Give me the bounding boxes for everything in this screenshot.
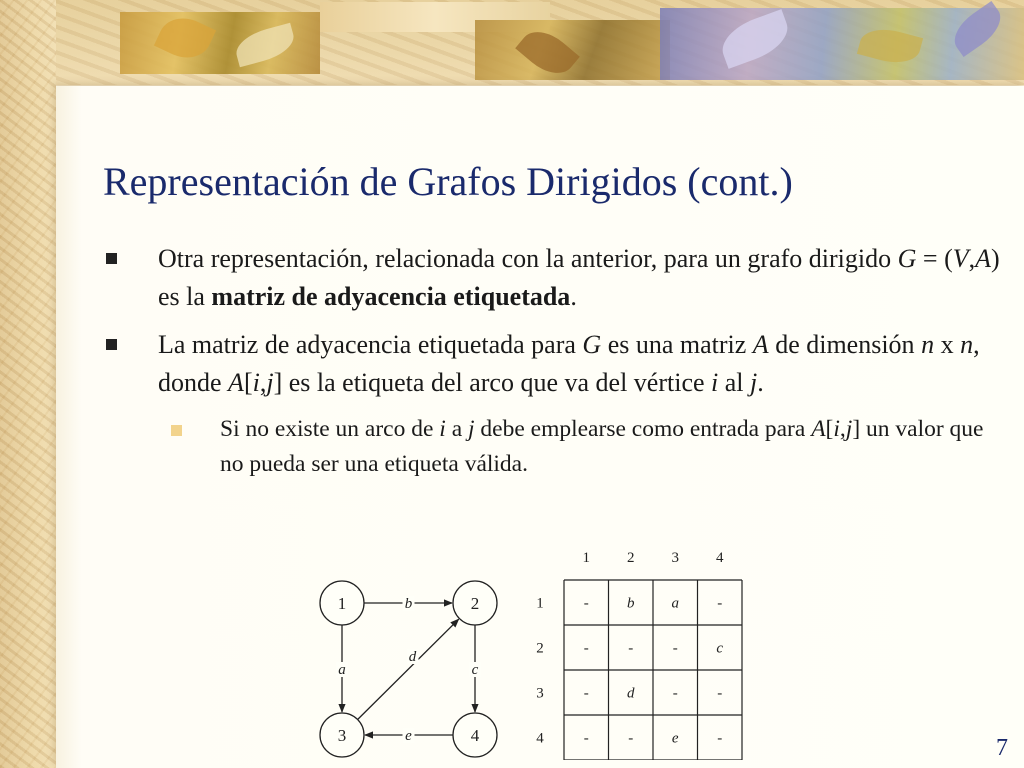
bullet-text-segment: ) es la (158, 244, 1000, 311)
bullet-text-segment: j (266, 368, 274, 397)
matrix-cell: - (583, 595, 589, 612)
bullet-square-icon (106, 253, 117, 264)
bullet-text-segment: . (570, 282, 577, 311)
matrix-row-header: 2 (536, 640, 544, 657)
sub-bullet-square-icon (171, 425, 182, 436)
bullet-text (158, 244, 1000, 311)
bullet-text-segment: matriz de adyacencia etiquetada (211, 282, 571, 311)
matrix-column-header: 2 (627, 550, 635, 566)
bullet-text-segment: V (952, 244, 969, 273)
bullet-text-segment: La matriz de adyacencia etiquetada para (158, 330, 583, 359)
bullet-text-segment: a (445, 416, 468, 442)
bullet-text-segment: j (468, 416, 475, 442)
bullet-text-segment: A (811, 416, 826, 442)
bullet-list (100, 240, 1000, 482)
matrix-cell: b (627, 595, 635, 612)
bullet-text-segment: j (845, 416, 853, 442)
matrix-cell: - (628, 640, 634, 657)
graph-edge (358, 619, 459, 719)
bullet-text-segment: Si no existe un arco de (220, 416, 440, 442)
bullet-text-segment: [ (825, 416, 834, 442)
graph-edge-label: b (404, 596, 413, 612)
matrix-cell: - (583, 685, 589, 702)
bullet-square-icon (106, 339, 117, 350)
matrix-cell: - (672, 640, 678, 657)
matrix-column-header: 4 (716, 550, 724, 566)
matrix-cell: - (717, 730, 723, 747)
graph-edge-label: a (338, 662, 346, 678)
page-number: 7 (996, 735, 1008, 761)
bullet-text-segment: i (252, 368, 260, 397)
graph-node-label: 3 (337, 726, 347, 745)
matrix-cell: a (671, 595, 679, 612)
bullet-text-segment: A (975, 244, 992, 273)
bullet-text (220, 416, 983, 477)
bullet-text-segment: n (960, 330, 974, 359)
matrix-cell: - (672, 685, 678, 702)
graph-edge-label: c (471, 662, 479, 678)
graph-edge-label: e (405, 728, 412, 744)
matrix-cell: - (717, 595, 723, 612)
bullet-text-segment: A (228, 368, 244, 397)
bullet-text-segment: de dimensión (768, 330, 922, 359)
bullet-text-segment: ] un valor que no pueda ser una etiqueta válida. (220, 416, 984, 477)
bullet-text-segment: [ (243, 368, 253, 397)
matrix-cell: - (583, 730, 589, 747)
bullet-text-segment: i (439, 416, 446, 442)
graph-edge-label: d (408, 649, 417, 665)
directed-graph-diagram (312, 575, 512, 760)
matrix-cell: c (716, 640, 724, 657)
matrix-row-header: 3 (536, 685, 544, 702)
bullet-text-segment: es una matriz (601, 330, 753, 359)
bullet-text-segment: i (833, 416, 840, 442)
bullet-text-segment: debe emplearse como entrada para (474, 416, 812, 442)
sub-bullet-item (158, 412, 1000, 482)
bullet-item (100, 326, 1000, 402)
matrix-row-header: 4 (536, 730, 544, 747)
bullet-text-segment: A (752, 330, 769, 359)
matrix-column-header: 3 (671, 550, 679, 566)
bullet-text-segment: j (750, 368, 758, 397)
bullet-text-segment: i (711, 368, 719, 397)
bullet-text-segment: ] es la etiqueta del arco que va del vértice (273, 368, 712, 397)
bullet-text (158, 330, 980, 397)
bullet-text-segment: = ( (916, 244, 953, 273)
matrix-cell: - (583, 640, 589, 657)
matrix-column-header: 1 (582, 550, 590, 566)
matrix-cell: - (628, 730, 634, 747)
bullet-text-segment: , (968, 244, 976, 273)
bullet-text-segment: , (839, 416, 846, 442)
bullet-text-segment: n (921, 330, 935, 359)
bullet-text-segment: . (757, 368, 764, 397)
bullet-text-segment: G (582, 330, 602, 359)
bullet-text-segment: , (259, 368, 267, 397)
slide-title: Representación de Grafos Dirigidos (cont.) (103, 159, 793, 204)
bullet-text-segment: Otra representación, relacionada con la anterior, para un grafo dirigido (158, 244, 898, 273)
graph-node-label: 4 (470, 726, 480, 745)
bullet-item (100, 240, 1000, 316)
bullet-text-segment: x (934, 330, 961, 359)
bullet-text-segment: , donde (158, 330, 980, 397)
matrix-row-header: 1 (536, 595, 544, 612)
bullet-text-segment: al (718, 368, 751, 397)
matrix-cell: d (627, 685, 635, 702)
bullet-text-segment: G (897, 244, 917, 273)
graph-node-label: 2 (470, 594, 480, 613)
adjacency-matrix (528, 545, 753, 760)
parchment-left-border (0, 0, 56, 768)
graph-node-label: 1 (337, 594, 347, 613)
matrix-cell: - (717, 685, 723, 702)
matrix-cell: e (671, 730, 679, 747)
